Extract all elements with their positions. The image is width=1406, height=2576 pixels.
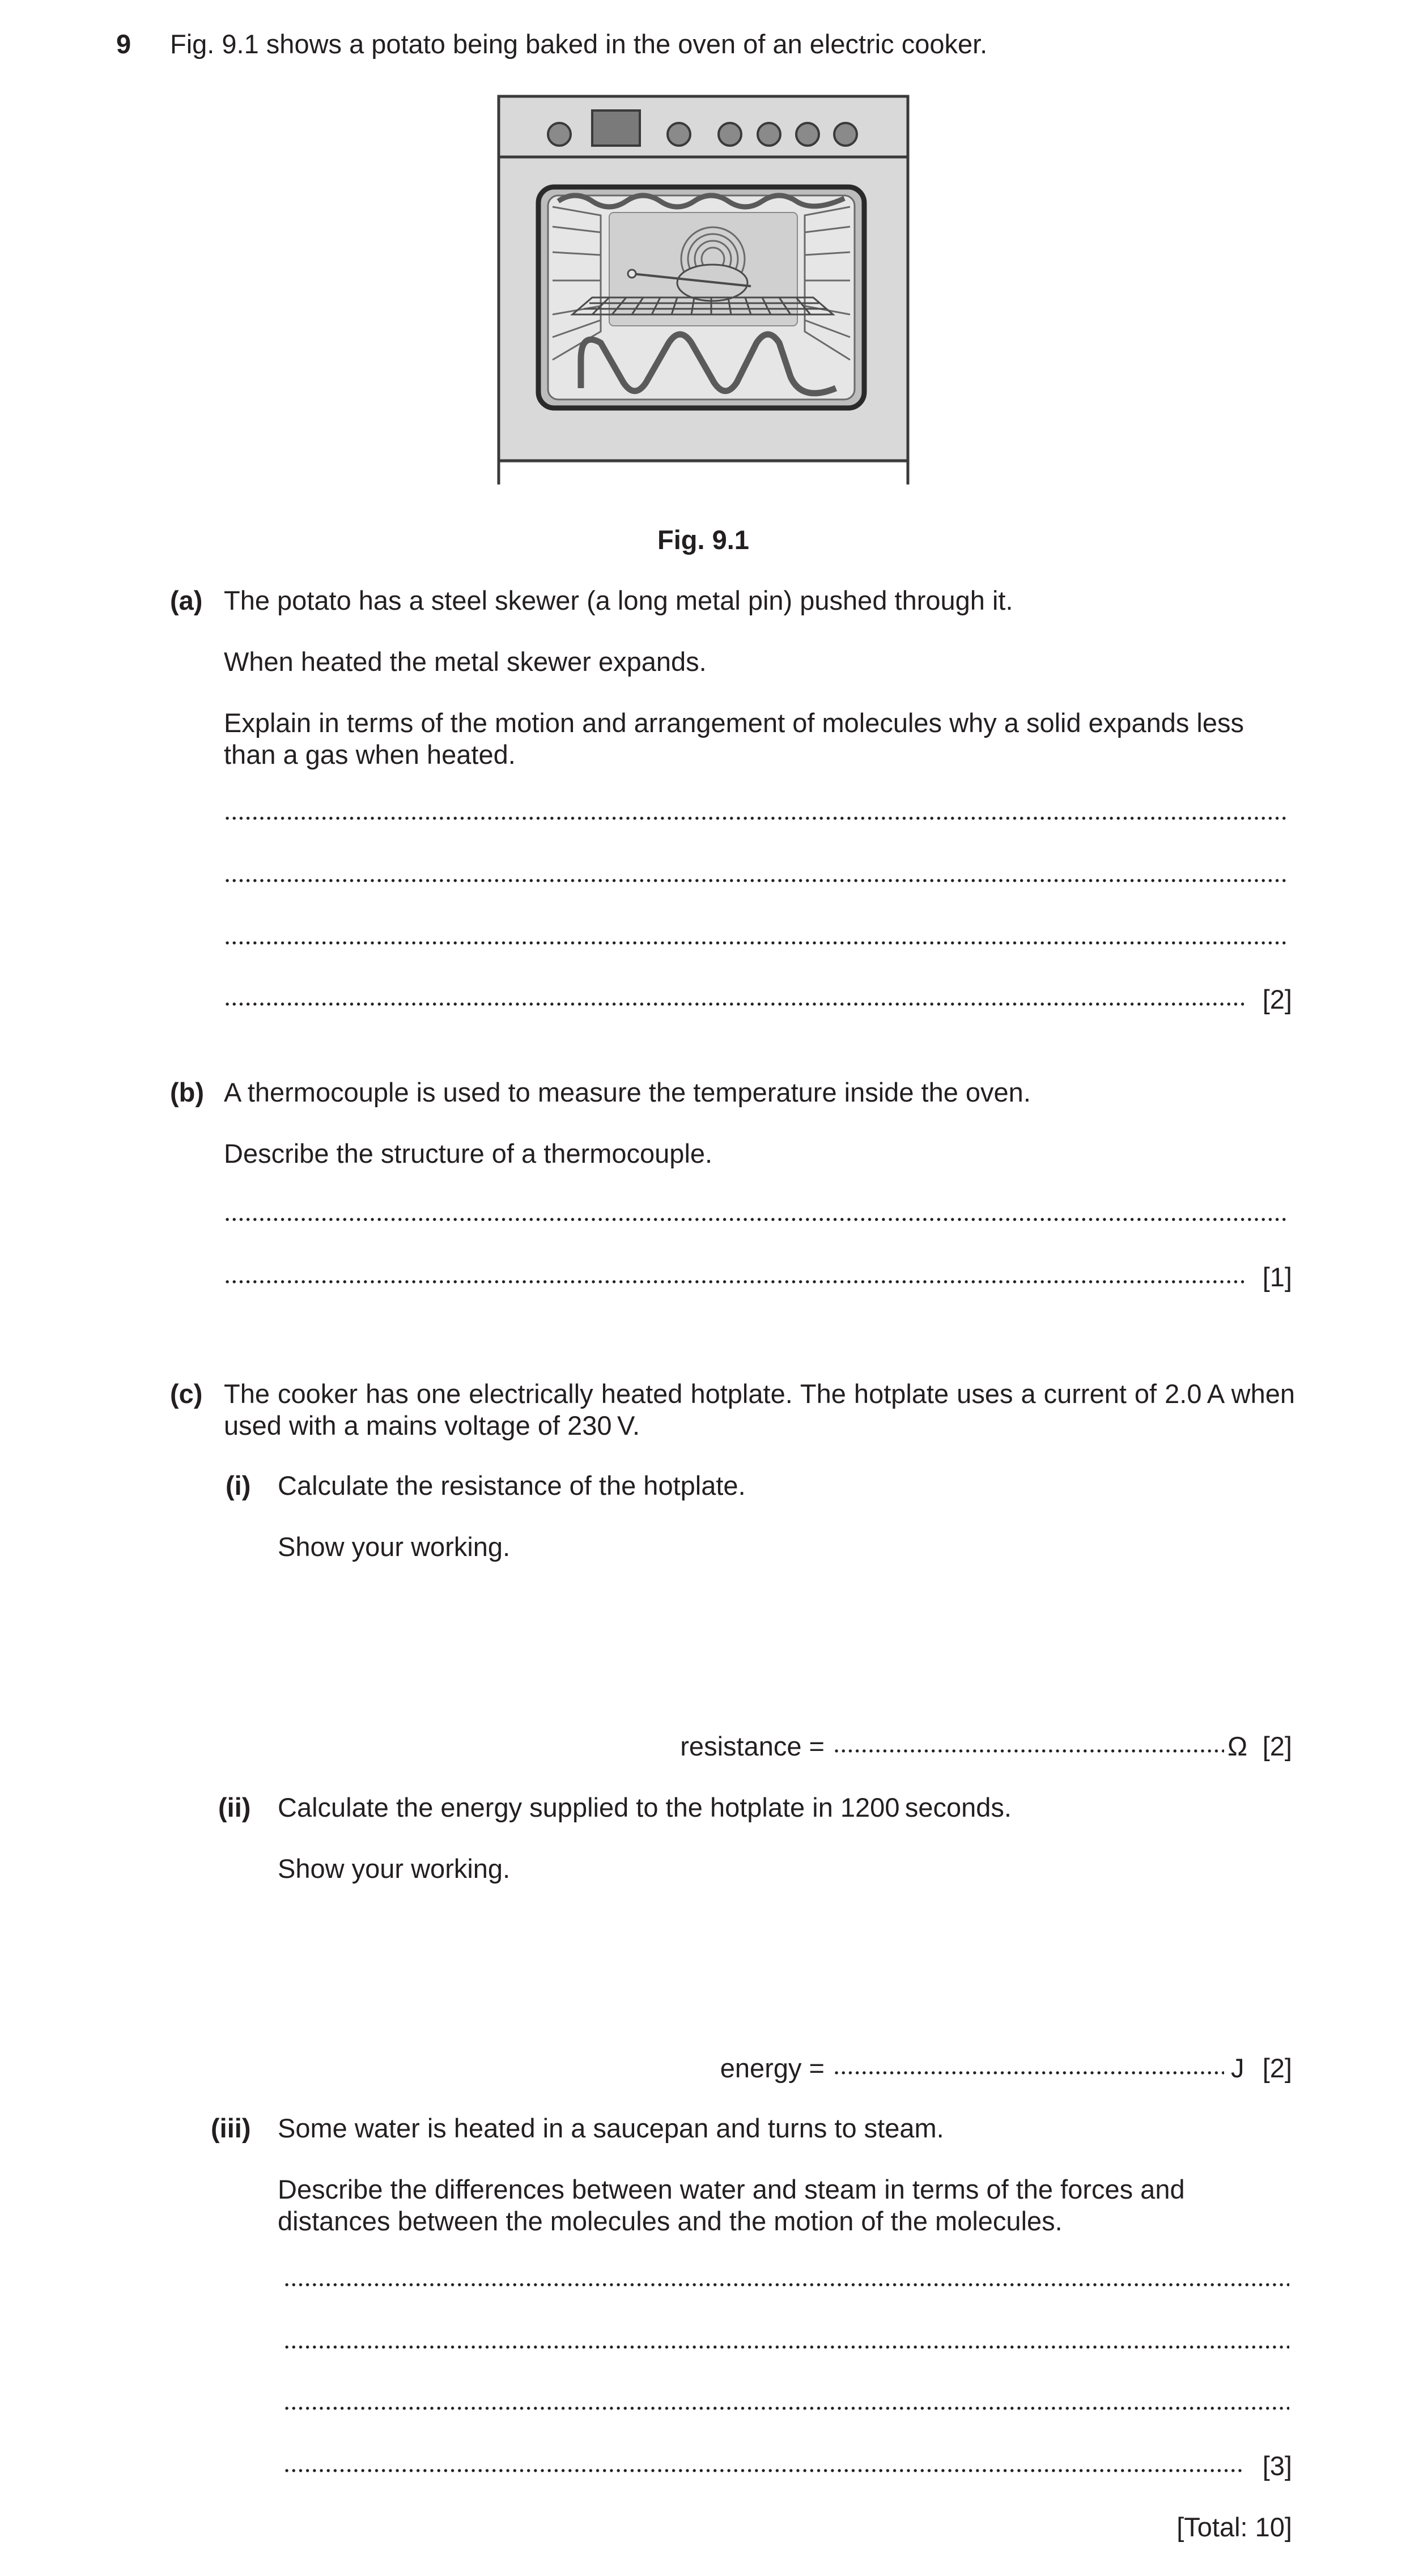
answer-line[interactable] [283,2405,1289,2412]
answer-line[interactable] [224,1216,1289,1223]
energy-label: energy = [720,2053,825,2083]
part-c-ii-marks: [2] [1262,2053,1292,2083]
part-b-marks: [1] [1262,1262,1292,1292]
answer-line[interactable] [283,2467,1244,2474]
part-c-i-label: (i) [226,1470,251,1500]
answer-line[interactable] [224,1001,1244,1008]
part-a-text-2: When heated the metal skewer expands. [224,647,707,677]
part-a-marks: [2] [1262,984,1292,1014]
part-b-label: (b) [170,1077,205,1107]
energy-unit: J [1231,2053,1244,2083]
answer-line[interactable] [283,2344,1289,2350]
answer-line[interactable] [224,815,1289,822]
part-c-ii-text-2: Show your working. [278,1854,511,1884]
resistance-label: resistance = [680,1731,825,1761]
part-c-iii-label: (iii) [211,2113,251,2143]
part-a-text-3: Explain in terms of the motion and arrangement of molecules why a solid expands less than a gas when heated. [224,708,1244,770]
part-c-ii-label: (ii) [218,1792,251,1822]
part-c-i-text-1: Calculate the resistance of the hotplate. [278,1470,746,1500]
part-a-text-1: The potato has a steel skewer (a long metal pin) pushed through it. [224,585,1013,615]
part-a-label: (a) [170,585,203,615]
part-c-iii-marks: [3] [1262,2451,1292,2481]
answer-line[interactable] [224,877,1289,884]
question-number: 9 [116,29,131,59]
oven-illustration [496,93,912,484]
part-c-iii-text-1: Some water is heated in a saucepan and turns to steam. [278,2113,944,2143]
figure-caption: Fig. 9.1 [657,525,749,555]
resistance-answer-line[interactable] [833,1748,1224,1754]
part-b-text-1: A thermocouple is used to measure the temperature inside the oven. [224,1077,1031,1107]
part-c-ii-text-1: Calculate the energy supplied to the hotplate in 1200 seconds. [278,1792,1012,1822]
answer-line[interactable] [283,2281,1289,2288]
part-c-iii-text-2: Describe the differences between water and steam in terms of the forces and distances between the molecules and the motion of the molecules. [278,2174,1185,2236]
answer-line[interactable] [224,940,1289,946]
part-c-label: (c) [170,1379,203,1409]
part-b-text-2: Describe the structure of a thermocouple. [224,1138,713,1168]
question-intro: Fig. 9.1 shows a potato being baked in the oven of an electric cooker. [170,29,988,59]
part-c-i-text-2: Show your working. [278,1532,511,1562]
part-c-i-marks: [2] [1262,1731,1292,1761]
resistance-unit: Ω [1227,1731,1248,1761]
part-c-intro: The cooker has one electrically heated hotplate. The hotplate uses a current of 2.0 A when used with a mains voltage of 230 V. [224,1379,1295,1440]
answer-line[interactable] [224,1278,1244,1285]
energy-answer-line[interactable] [833,2069,1224,2076]
total-marks: [Total: 10] [1176,2512,1292,2542]
